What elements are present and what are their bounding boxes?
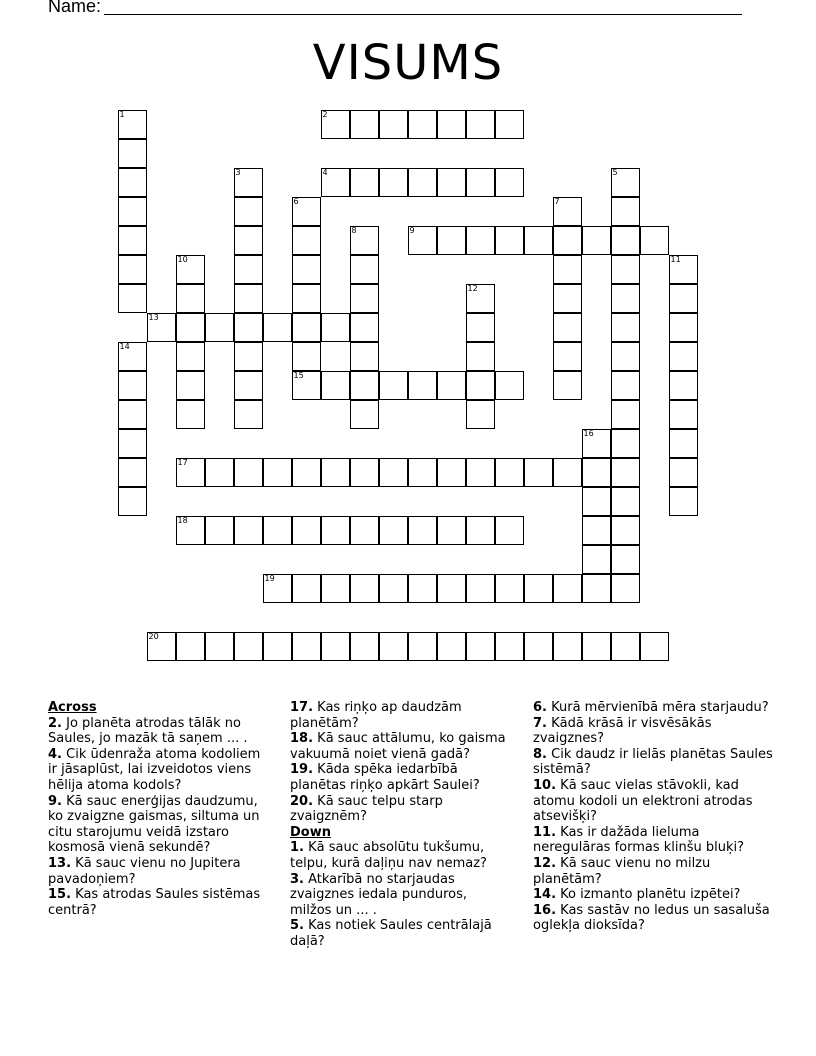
crossword-cell[interactable] <box>553 197 582 226</box>
crossword-cell[interactable] <box>234 458 263 487</box>
clue-number: 8 <box>351 225 357 235</box>
crossword-cell[interactable] <box>350 400 379 429</box>
crossword-cell[interactable] <box>408 458 437 487</box>
crossword-cell[interactable] <box>408 574 437 603</box>
crossword-cell[interactable] <box>379 168 408 197</box>
clue-number: 15 <box>293 370 304 380</box>
across-heading: Across <box>48 700 97 715</box>
crossword-cell[interactable] <box>176 632 205 661</box>
crossword-cell[interactable] <box>234 371 263 400</box>
crossword-cell[interactable] <box>495 168 524 197</box>
clue-number: 6 <box>293 196 299 206</box>
crossword-cell[interactable] <box>176 313 205 342</box>
crossword-cell[interactable] <box>495 226 524 255</box>
crossword-cell[interactable] <box>118 284 147 313</box>
crossword-cell[interactable] <box>350 371 379 400</box>
clue-down-8: 8. Cik daudz ir lielās planētas Saules sistēmā? <box>533 746 773 778</box>
crossword-cell[interactable] <box>118 342 147 371</box>
crossword-cell[interactable] <box>611 632 640 661</box>
crossword-cell[interactable] <box>350 632 379 661</box>
crossword-cell[interactable] <box>611 574 640 603</box>
crossword-cell[interactable] <box>292 632 321 661</box>
crossword-cell[interactable] <box>408 168 437 197</box>
crossword-cell[interactable] <box>669 313 698 342</box>
crossword-cell[interactable] <box>466 168 495 197</box>
crossword-cell[interactable] <box>350 313 379 342</box>
crossword-cell[interactable] <box>321 313 350 342</box>
crossword-cell[interactable] <box>611 226 640 255</box>
crossword-cell[interactable] <box>176 458 205 487</box>
clues-column-1 <box>48 700 270 918</box>
crossword-cell[interactable] <box>205 313 234 342</box>
crossword-cell[interactable] <box>118 139 147 168</box>
crossword-cell[interactable] <box>205 516 234 545</box>
crossword-cell[interactable] <box>118 110 147 139</box>
clue-down-1: 1. Kā sauc absolūtu tukšumu, telpu, kurā daļiņu nav nemaz? <box>290 840 487 871</box>
clue-down-12: 12. Kā sauc vienu no milzu planētām? <box>533 855 711 887</box>
name-label: Name: <box>48 0 102 16</box>
crossword-cell[interactable] <box>582 545 611 574</box>
crossword-cell[interactable] <box>553 371 582 400</box>
clue-number: 3 <box>235 167 241 177</box>
clue-down-3: 3. Atkarībā no starjaudas zvaigznes iedala punduros, milžos un ... . <box>290 871 467 918</box>
crossword-cell[interactable] <box>495 110 524 139</box>
crossword-cell[interactable] <box>176 342 205 371</box>
crossword-cell[interactable] <box>437 110 466 139</box>
crossword-cell[interactable] <box>466 226 495 255</box>
clue-across-4: 4. Cik ūdenraža atoma kodoliem ir jāsaplūst, lai izveidotos viens hēlija atoma kodols? <box>48 746 261 793</box>
crossword-cell[interactable] <box>437 226 466 255</box>
clue-across-18: 18. Kā sauc attālumu, ko gaisma vakuumā noiet vienā gadā? <box>290 731 506 762</box>
clue-number: 9 <box>409 225 415 235</box>
clue-down-5: 5. Kas notiek Saules centrālajā daļā? <box>290 918 492 949</box>
crossword-cell[interactable] <box>466 516 495 545</box>
crossword-cell[interactable] <box>408 226 437 255</box>
crossword-cell[interactable] <box>553 632 582 661</box>
crossword-cell[interactable] <box>611 342 640 371</box>
crossword-cell[interactable] <box>611 371 640 400</box>
crossword-cell[interactable] <box>147 313 176 342</box>
crossword-cell[interactable] <box>118 429 147 458</box>
clue-number: 2 <box>322 109 328 119</box>
crossword-cell[interactable] <box>408 516 437 545</box>
clue-across-13: 13. Kā sauc vienu no Jupitera pavadoņiem? <box>48 855 241 887</box>
crossword-cell[interactable] <box>582 226 611 255</box>
crossword-cell[interactable] <box>118 226 147 255</box>
crossword-cell[interactable] <box>176 371 205 400</box>
crossword-cell[interactable] <box>350 168 379 197</box>
clue-number: 18 <box>177 515 188 525</box>
crossword-cell[interactable] <box>321 632 350 661</box>
crossword-cell[interactable] <box>466 313 495 342</box>
crossword-cell[interactable] <box>379 632 408 661</box>
crossword-cell[interactable] <box>292 197 321 226</box>
crossword-cell[interactable] <box>350 226 379 255</box>
crossword-cell[interactable] <box>234 284 263 313</box>
crossword-cell[interactable] <box>234 168 263 197</box>
clue-number: 16 <box>583 428 594 438</box>
crossword-cell[interactable] <box>611 487 640 516</box>
crossword-cell[interactable] <box>234 342 263 371</box>
crossword-cell[interactable] <box>321 458 350 487</box>
clue-across-2: 2. Jo planēta atrodas tālāk no Saules, jo mazāk tā saņem ... . <box>48 715 248 747</box>
clue-number: 12 <box>467 283 478 293</box>
crossword-cell[interactable] <box>292 458 321 487</box>
crossword-cell[interactable] <box>611 400 640 429</box>
crossword-cell[interactable] <box>263 458 292 487</box>
crossword-cell[interactable] <box>176 516 205 545</box>
crossword-cell[interactable] <box>466 632 495 661</box>
clue-number: 10 <box>177 254 188 264</box>
clue-across-17: 17. Kas riņķo ap daudzām planētām? <box>290 700 462 731</box>
crossword-cell[interactable] <box>118 168 147 197</box>
crossword-cell[interactable] <box>437 168 466 197</box>
crossword-cell[interactable] <box>176 400 205 429</box>
crossword-cell[interactable] <box>611 197 640 226</box>
crossword-cell[interactable] <box>292 516 321 545</box>
crossword-cell[interactable] <box>379 110 408 139</box>
crossword-cell[interactable] <box>553 226 582 255</box>
crossword-cell[interactable] <box>553 342 582 371</box>
crossword-cell[interactable] <box>553 284 582 313</box>
crossword-cell[interactable] <box>553 255 582 284</box>
down-heading: Down <box>290 824 331 840</box>
crossword-cell[interactable] <box>234 255 263 284</box>
crossword-cell[interactable] <box>466 371 495 400</box>
crossword-cell[interactable] <box>437 574 466 603</box>
crossword-cell[interactable] <box>640 226 669 255</box>
crossword-cell[interactable] <box>611 458 640 487</box>
crossword-cell[interactable] <box>350 342 379 371</box>
crossword-cell[interactable] <box>118 400 147 429</box>
crossword-cell[interactable] <box>292 574 321 603</box>
crossword-cell[interactable] <box>234 226 263 255</box>
clue-across-15: 15. Kas atrodas Saules sistēmas centrā? <box>48 887 261 918</box>
crossword-cell[interactable] <box>582 487 611 516</box>
crossword-cell[interactable] <box>466 458 495 487</box>
clue-number: 20 <box>148 631 159 641</box>
crossword-cell[interactable] <box>321 574 350 603</box>
crossword-cell[interactable] <box>292 371 321 400</box>
crossword-cell[interactable] <box>553 313 582 342</box>
crossword-cell[interactable] <box>350 284 379 313</box>
crossword-cell[interactable] <box>582 574 611 603</box>
clue-number: 17 <box>177 457 188 467</box>
crossword-cell[interactable] <box>379 458 408 487</box>
crossword-cell[interactable] <box>669 400 698 429</box>
crossword-cell[interactable] <box>176 255 205 284</box>
crossword-cell[interactable] <box>147 632 176 661</box>
crossword-cell[interactable] <box>350 110 379 139</box>
crossword-cell[interactable] <box>495 371 524 400</box>
crossword-cell[interactable] <box>292 342 321 371</box>
crossword-cell[interactable] <box>205 632 234 661</box>
crossword-cell[interactable] <box>524 226 553 255</box>
crossword-cell[interactable] <box>669 371 698 400</box>
crossword-cell[interactable] <box>466 574 495 603</box>
clue-down-14: 14. Ko izmanto planētu izpētei? <box>533 887 741 903</box>
clue-across-20: 20. Kā sauc telpu starp zvaigznēm? <box>290 793 443 825</box>
crossword-cell[interactable] <box>292 313 321 342</box>
crossword-cell[interactable] <box>437 371 466 400</box>
crossword-cell[interactable] <box>466 284 495 313</box>
crossword-cell[interactable] <box>350 458 379 487</box>
crossword-cell[interactable] <box>524 632 553 661</box>
crossword-cell[interactable] <box>118 458 147 487</box>
crossword-cell[interactable] <box>582 632 611 661</box>
crossword-cell[interactable] <box>292 284 321 313</box>
clue-down-7: 7. Kādā krāsā ir visvēsākās zvaigznes? <box>533 715 712 747</box>
crossword-cell[interactable] <box>321 516 350 545</box>
crossword-cell[interactable] <box>553 574 582 603</box>
clue-number: 19 <box>264 573 275 583</box>
crossword-cell[interactable] <box>234 313 263 342</box>
crossword-cell[interactable] <box>263 632 292 661</box>
crossword-cell[interactable] <box>553 458 582 487</box>
crossword-cell[interactable] <box>669 458 698 487</box>
crossword-cell[interactable] <box>234 632 263 661</box>
clues-column-3 <box>533 700 773 934</box>
crossword-cell[interactable] <box>611 545 640 574</box>
crossword-cell[interactable] <box>669 284 698 313</box>
clue-down-11: 11. Kas ir dažāda lieluma neregulāras formas klinšu bluķi? <box>533 824 745 856</box>
crossword-cell[interactable] <box>669 255 698 284</box>
crossword-cell[interactable] <box>118 487 147 516</box>
crossword-cell[interactable] <box>379 516 408 545</box>
crossword-cell[interactable] <box>118 197 147 226</box>
crossword-cell[interactable] <box>466 110 495 139</box>
crossword-cell[interactable] <box>437 458 466 487</box>
crossword-cell[interactable] <box>669 487 698 516</box>
crossword-cell[interactable] <box>321 371 350 400</box>
crossword-cell[interactable] <box>292 226 321 255</box>
crossword-cell[interactable] <box>466 400 495 429</box>
crossword-cell[interactable] <box>437 516 466 545</box>
crossword-cell[interactable] <box>611 255 640 284</box>
clue-down-6: 6. Kurā mērvienībā mēra starjaudu? <box>533 700 769 715</box>
crossword-cell[interactable] <box>408 110 437 139</box>
clue-down-10: 10. Kā sauc vielas stāvokli, kad atomu kodoli un elektroni atrodas atsevišķi? <box>533 777 753 825</box>
crossword-cell[interactable] <box>611 168 640 197</box>
crossword-cell[interactable] <box>321 168 350 197</box>
crossword-cell[interactable] <box>495 574 524 603</box>
crossword-cell[interactable] <box>495 632 524 661</box>
crossword-cell[interactable] <box>669 342 698 371</box>
crossword-cell[interactable] <box>611 313 640 342</box>
crossword-cell[interactable] <box>205 458 234 487</box>
crossword-cell[interactable] <box>495 458 524 487</box>
crossword-cell[interactable] <box>669 429 698 458</box>
crossword-cell[interactable] <box>379 574 408 603</box>
crossword-cell[interactable] <box>234 197 263 226</box>
clue-across-9: 9. Kā sauc enerģijas daudzumu, ko zvaigzne gaismas, siltuma un citu starojumu veidā izstaro kosmosā vienā sekundē? <box>48 793 260 856</box>
crossword-cell[interactable] <box>524 574 553 603</box>
crossword-cell[interactable] <box>234 516 263 545</box>
crossword-cell[interactable] <box>408 632 437 661</box>
crossword-cell[interactable] <box>582 429 611 458</box>
puzzle-title: VISUMS <box>312 35 504 91</box>
crossword-cell[interactable] <box>350 574 379 603</box>
crossword-cell[interactable] <box>234 400 263 429</box>
crossword-cell[interactable] <box>263 574 292 603</box>
crossword-cell[interactable] <box>582 458 611 487</box>
crossword-cell[interactable] <box>263 516 292 545</box>
crossword-cell[interactable] <box>379 371 408 400</box>
clue-number: 7 <box>554 196 560 206</box>
crossword-cell[interactable] <box>611 429 640 458</box>
crossword-cell[interactable] <box>408 371 437 400</box>
crossword-cell[interactable] <box>263 313 292 342</box>
clue-number: 14 <box>119 341 130 351</box>
crossword-cell[interactable] <box>321 110 350 139</box>
clue-down-16: 16. Kas sastāv no ledus un sasaluša oglekļa dioksīda? <box>533 902 770 934</box>
clue-number: 5 <box>612 167 618 177</box>
crossword-cell[interactable] <box>437 632 466 661</box>
crossword-cell[interactable] <box>611 284 640 313</box>
crossword-cell[interactable] <box>176 284 205 313</box>
clues-column-2 <box>290 700 512 950</box>
clue-number: 1 <box>119 109 125 119</box>
crossword-cell[interactable] <box>118 371 147 400</box>
crossword-cell[interactable] <box>495 516 524 545</box>
crossword-cell[interactable] <box>611 516 640 545</box>
crossword-cell[interactable] <box>524 458 553 487</box>
crossword-cell[interactable] <box>350 516 379 545</box>
crossword-cell[interactable] <box>582 516 611 545</box>
crossword-cell[interactable] <box>466 342 495 371</box>
crossword-cell[interactable] <box>640 632 669 661</box>
clue-across-19: 19. Kāda spēka iedarbībā planētas riņķo apkārt Saulei? <box>290 762 480 793</box>
clue-number: 13 <box>148 312 159 322</box>
clue-number: 4 <box>322 167 328 177</box>
crossword-cell[interactable] <box>118 255 147 284</box>
crossword-cell[interactable] <box>350 255 379 284</box>
clue-number: 11 <box>670 254 681 264</box>
crossword-cell[interactable] <box>292 255 321 284</box>
